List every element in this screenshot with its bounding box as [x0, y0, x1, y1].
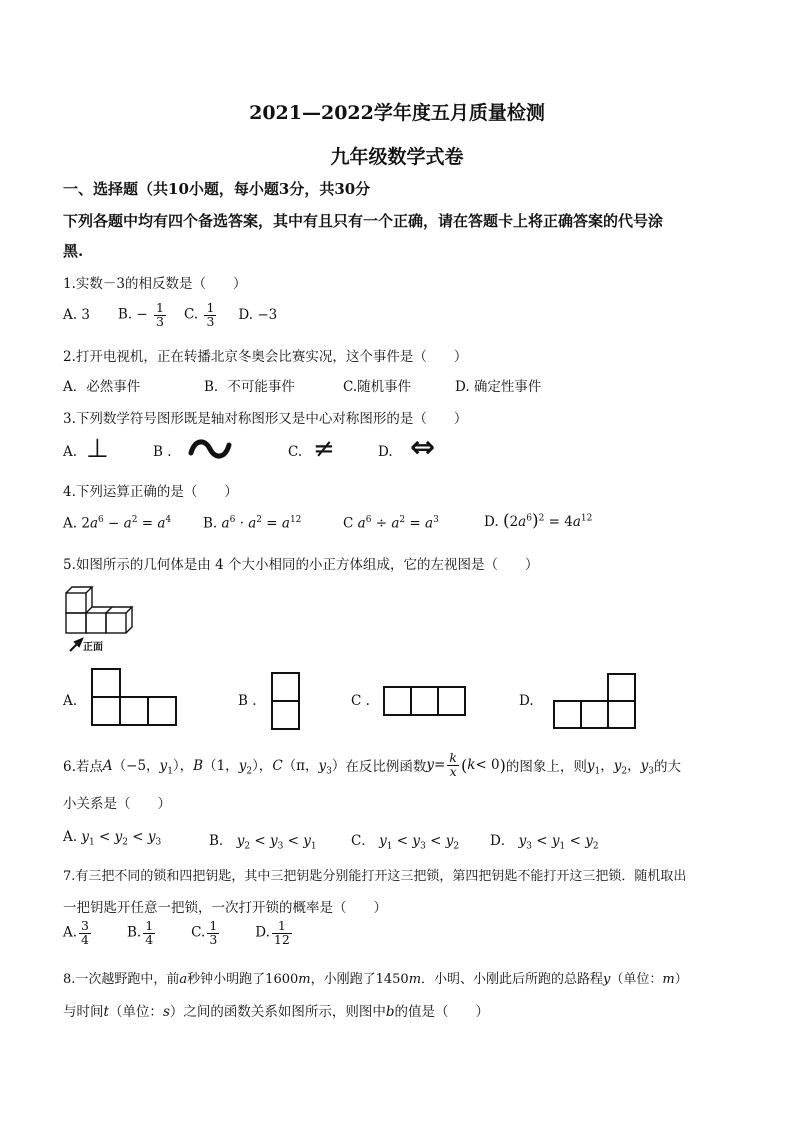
- q7-options: [63, 920, 294, 946]
- q4-stem: 4.下列运算正确的是（ ）: [63, 484, 238, 500]
- q6-function: y = $\frac{k}{x}$ ( k < 0 ): [426, 750, 506, 779]
- q8-var-b: b: [385, 1004, 395, 1020]
- section-instruction-1: 下列各题中均有四个备选答案，其中有且只有一个正确，请在答题卡上将正确答案的代号涂: [63, 212, 664, 230]
- q1-option-c: [184, 302, 218, 328]
- q7-option-c: [191, 920, 221, 946]
- q7-option-d-label: D.: [255, 924, 270, 941]
- q7-option-c-label: C.: [191, 924, 206, 941]
- q6-option-c: C． $y_1 < y_3 < y_2$: [351, 833, 460, 852]
- q6-option-a: A. $y_1 < y_2 < y_3$: [63, 829, 162, 848]
- q1-c-denominator: 3: [206, 313, 215, 329]
- q8-stem-part3: ，小刚跑了1450: [310, 972, 409, 987]
- q5-option-c-label: C .: [351, 693, 370, 709]
- q2-option-c: C.随机事件: [343, 379, 412, 395]
- double-arrow-symbol: ⇔: [410, 430, 436, 465]
- q6-stem-part2: 在反比例函数: [345, 759, 427, 775]
- q8-stem-part5: （单位：: [610, 972, 663, 987]
- front-label: 正面: [83, 642, 103, 653]
- q8-stem-part10: 的值是（ ）: [394, 1004, 490, 1020]
- q4-option-b: B. $a^6 \cdot a^2 = a^{12}$: [203, 515, 302, 532]
- q6-option-c-label: C．: [351, 833, 375, 849]
- q6-stem-line1: [63, 752, 681, 778]
- q5-view-a: [90, 667, 178, 727]
- q3-option-c-label: C.: [288, 444, 303, 460]
- q6-option-d-label: D．: [490, 833, 515, 849]
- q7-option-a-label: A.: [63, 924, 78, 941]
- q4-option-b-label: B.: [203, 515, 218, 532]
- q8-stem-part8: （单位：: [108, 1004, 163, 1020]
- q4-option-d: D. $(2a^6)^2 = 4a^{12}$: [484, 511, 593, 531]
- perpendicular-symbol: ⊥: [86, 434, 109, 464]
- q6-option-d: D． $y_3 < y_1 < y_2$: [490, 833, 599, 852]
- exam-subtitle: 九年级数学式卷: [330, 146, 464, 168]
- q1-stem: 1.实数－3的相反数是（ ）: [63, 276, 247, 292]
- q5-view-c: [383, 686, 469, 718]
- q5-option-b-label: B .: [238, 693, 257, 709]
- q7-d-numerator: 1: [272, 920, 292, 934]
- q6-option-b-label: B．: [209, 833, 233, 849]
- q1-option-d: D. −3: [238, 307, 278, 323]
- q1-c-numerator: 1: [206, 300, 215, 315]
- q7-b-denominator: 4: [145, 931, 154, 947]
- q1-option-b-prefix: B. −: [117, 306, 148, 323]
- q7-option-b: [127, 920, 157, 946]
- q7-option-b-label: B.: [127, 924, 142, 941]
- q7-option-a: [63, 920, 93, 946]
- q3-option-b-label: B .: [153, 444, 172, 460]
- exam-title: 2021—2022学年度五月质量检测: [249, 102, 545, 124]
- q6-points: A（−5，$y_1$），B（1，$y_2$），C（π，$y_3$）: [102, 757, 346, 777]
- q6-stem-part4: 的大: [653, 759, 681, 775]
- q7-stem-line1: 7.有三把不同的锁和四把钥匙，其中三把钥匙分别能打开这三把锁，第四把钥匙不能打开这三把锁．随机取出: [63, 869, 687, 884]
- q6-stem-line2: 小关系是（ ）: [63, 796, 171, 812]
- q2-stem: 2.打开电视机，正在转播北京冬奥会比赛实况，这个事件是（ ）: [63, 349, 468, 365]
- q6-vars: $y_1$，$y_2$，$y_3$: [586, 757, 654, 777]
- q8-var-a: a: [179, 972, 188, 987]
- q1-option-b-fraction: [154, 302, 166, 328]
- q7-c-numerator: 1: [209, 918, 218, 933]
- q3-stem: 3.下列数学符号图形既是轴对称图形又是中心对称图形的是（ ）: [63, 411, 468, 427]
- q2-option-d: D. 确定性事件: [455, 379, 542, 395]
- q1-option-c-fraction: [204, 302, 216, 328]
- q4-option-a-label: A.: [63, 515, 78, 532]
- q8-stem-line2: [63, 1000, 489, 1020]
- q2-option-b: B．不可能事件: [204, 379, 295, 395]
- q4-option-a: A. $2a^6 - a^2 = a^4$: [63, 515, 172, 532]
- q8-stem-part1: 8.一次越野跑中，前: [63, 972, 180, 987]
- q6-stem-part3: 的图象上，则: [505, 759, 587, 775]
- q5-stem: 5.如图所示的几何体是由 4 个大小相同的小正方体组成，它的左视图是（ ）: [63, 557, 539, 573]
- q8-var-t: t: [103, 1004, 109, 1020]
- q7-c-denominator: 3: [209, 931, 218, 947]
- q5-option-d-label: D.: [519, 693, 534, 709]
- q4-option-c-label: C: [343, 515, 354, 532]
- q5-option-a-label: A.: [63, 693, 78, 709]
- section-heading: 一、选择题（共10小题，每小题3分，共30分: [63, 180, 371, 198]
- q4-option-d-label: D.: [484, 514, 499, 530]
- q7-stem-line2: 一把钥匙开任意一把锁，一次打开锁的概率是（ ）: [63, 900, 387, 916]
- q1-b-denominator: 3: [156, 313, 164, 329]
- q3-option-a-label: A.: [63, 444, 78, 460]
- q1-b-numerator: 1: [156, 300, 164, 315]
- q8-stem-part2: 秒钟小明跑了1600: [187, 972, 299, 987]
- q6-option-a-label: A.: [63, 829, 78, 845]
- q8-unit-s: s: [162, 1004, 170, 1020]
- q6-option-b: B． $y_2 < y_3 < y_1$: [209, 833, 317, 852]
- q6-stem-part1: 6.若点: [63, 759, 103, 775]
- q7-d-denominator: 12: [273, 931, 290, 947]
- q3-option-d-label: D.: [378, 444, 393, 460]
- q5-view-d: [552, 673, 638, 731]
- s-curve-symbol: [187, 437, 233, 461]
- q1-option-a: A. 3: [63, 307, 90, 323]
- q7-a-numerator: 3: [81, 918, 89, 933]
- q8-stem-part4: ．小明、小刚此后所跑的总路程: [421, 972, 604, 987]
- q5-view-b: [271, 672, 301, 732]
- q8-stem-part7: 与时间: [63, 1004, 104, 1020]
- q8-stem-line1: [63, 968, 688, 987]
- section-instruction-2: 黑.: [63, 242, 84, 260]
- q7-a-denominator: 4: [81, 931, 89, 947]
- q7-option-d: [255, 920, 294, 946]
- q8-stem-part9: ）之间的函数关系如图所示，则图中: [169, 1004, 386, 1020]
- q8-unit-m-1: m: [298, 972, 311, 987]
- q2-option-a: A．必然事件: [63, 379, 141, 395]
- q1-option-c-prefix: C.: [184, 306, 199, 323]
- q1-options: [63, 302, 277, 328]
- q8-stem-part6: ）: [674, 972, 688, 987]
- q8-unit-m-3: m: [662, 972, 675, 987]
- q4-option-c: C $a^6 \div a^2 = a^3$: [343, 515, 439, 532]
- q8-unit-m-2: m: [408, 972, 422, 987]
- not-equal-symbol: ≠: [313, 434, 335, 464]
- q8-var-y: y: [603, 972, 611, 987]
- q7-b-numerator: 1: [145, 918, 154, 933]
- q1-option-b: [118, 302, 168, 328]
